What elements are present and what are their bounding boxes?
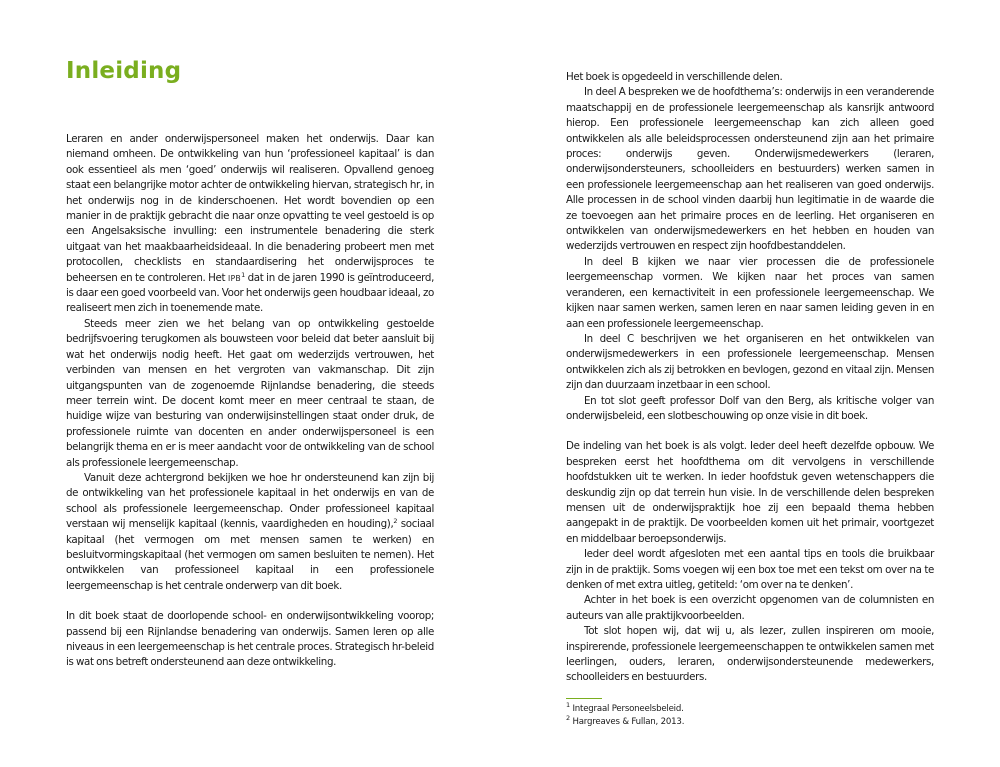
chapter-title: Inleiding: [66, 58, 182, 84]
paragraph: In deel B kijken we naar vier processen die de professionele leergemeenschap vormen. We kijken naar het proces van samen veranderen, een kernactiviteit in een professionele leergemeenschap. We kijken naar samen werken, samen leren en naar samen leiding geven in en aan een professionele leergemeenschap.: [566, 255, 934, 330]
paragraph-text: Leraren en ander onderwijspersoneel maken het onderwijs. Daar kan niemand omheen. De ontwikkeling van hun ‘professioneel kapitaal’ is dan ook essentieel als men ‘goed’ onderwijs wil realiseren. Opvallend genoeg staat een belangrijke motor achter de ontwikkeling hiervan, strategisch hr, in het onderwijs nog in de kinderschoenen. Het wordt bovendien op een manier in de praktijk gebracht die naar onze opvatting te veel gestoeld is op een Angelsaksische invulling: een instrumentele benadering die sterk uitgaat van het maakbaarheidsideaal. In die benadering probeert men met protocollen, checklists en standaardisering het onderwijsproces te beheersen en te controleren. Het: [66, 133, 434, 284]
paragraph-text: dat in de jaren 1990 is geïntroduceerd, is daar een goed voorbeeld van. Voor het onderwijs geen houdbaar ideaal, zo realiseert men zich in toenemende mate.: [66, 271, 434, 315]
footnote-2: [566, 713, 934, 729]
abbreviation: IPB: [227, 273, 242, 283]
footnote-number: 1: [566, 700, 570, 709]
paragraph-text: Vanuit deze achtergrond bekijken we hoe hr ondersteunend kan zijn bij de ontwikkeling van het professionele kapitaal in het onderwijs en van de school als professionele leergemeenschap. Onder professioneel kapitaal verstaan wij menselijk kapitaal (kennis, vaardigheden en houding),: [66, 471, 434, 531]
paragraph: Tot slot hopen wij, dat wij u, als lezer, zullen inspireren om mooie, inspirerende, professionele leergemeenschappen te ontwikkelen samen met leerlingen, ouders, leraren, onderwijsondersteunende medewerkers, schoolleiders en bestuurders.: [566, 625, 934, 684]
footnote-text: Integraal Personeelsbeleid.: [569, 703, 684, 714]
paragraph: [66, 471, 434, 594]
paragraph: Het boek is opgedeeld in verschillende delen.: [566, 71, 783, 83]
paragraph: De indeling van het boek is als volgt. Ieder deel heeft dezelfde opbouw. We bespreken eerst het hoofdthema om dit vervolgens in verschillende hoofdstukken uit te werken. In ieder hoofdstuk geven wetenschappers die deskundig zijn op dat terrein hun visie. In de verschillende delen bespreken mensen uit de onderwijspraktijk hoe zij een bepaald thema hebben aangepakt in de praktijk. De voorbeelden komen uit het primair, voortgezet en middelbaar beroepsonderwijs.: [566, 440, 934, 545]
paragraph: [66, 132, 434, 317]
footnote-divider: [566, 698, 602, 699]
paragraph: In dit boek staat de doorlopende school- en onderwijsontwikkeling voorop; passend bij een Rijnlandse benadering van onderwijs. Samen leren op alle niveaus in een leergemeenschap is het centrale proces. Strategisch hr-beleid is wat ons betreft ondersteunend aan deze ontwikkeling.: [66, 610, 434, 669]
paragraph: In deel A bespreken we de hoofdthema’s: onderwijs in een veranderende maatschappij en de professionele leergemeenschap als kansrijk antwoord hierop. Een professionele leergemeenschap kan zich alleen goed ontwikkelen als alle beleidsprocessen ondersteunend zijn aan het primaire proces: onderwijs geven. Onderwijsmedewerkers (leraren, onderwijsondersteuners, schoolleiders en bestuurders) werken samen in een professionele leergemeenschap aan het realiseren van goed onderwijs. Alle processen in de school vinden daarbij hun legitimatie in de waarde die ze toevoegen aan het primaire proces en de leerling. Het organiseren en ontwikkelen van onderwijsmedewerkers en het hebben en houden van wederzijds vertrouwen en respect zijn hoofdbestanddelen.: [566, 86, 934, 253]
section-gap: [566, 424, 934, 439]
paragraph: Steeds meer zien we het belang van op ontwikkeling gestoelde bedrijfsvoering terugkomen als bouwsteen voor beleid dat beter aansluit bij wat het onderwijs nodig heeft. Het gaat om wederzijds vertrouwen, het verbinden van mensen en het vergroten van vakmanschap. Dit zijn uitgangspunten van de zogenoemde Rijnlandse benadering, die steeds meer terrein wint. De docent komt meer en meer centraal te staan, de huidige wijze van besturing van onderwijsinstellingen staat onder druk, de professionele ruimte van docenten en ander onderwijspersoneel is een belangrijk thema en er is meer aandacht voor de ontwikkeling van de school als professionele leergemeenschap.: [66, 317, 434, 469]
paragraph: Achter in het boek is een overzicht opgenomen van de columnisten en auteurs van alle praktijkvoorbeelden.: [566, 594, 934, 622]
footnote-ref[interactable]: 2: [393, 517, 398, 526]
left-page: [66, 58, 434, 669]
footnote-1: [566, 700, 934, 716]
section-gap: [66, 594, 434, 609]
footnote-number: 2: [566, 713, 570, 722]
left-body: [66, 132, 434, 671]
paragraph: En tot slot geeft professor Dolf van den Berg, als kritische volger van onderwijsbeleid, een slotbeschouwing op onze visie in dit boek.: [566, 394, 934, 422]
paragraph-text: sociaal kapitaal (het vermogen om met mensen samen te werken) en besluitvormingskapitaal (het vermogen om samen besluiten te nemen). Het ontwikkelen van professioneel kapitaal in een professionele leergemeenschap is het centrale onderwerp van dit boek.: [66, 518, 434, 592]
footnote-text: Hargreaves & Fullan, 2013.: [569, 716, 685, 727]
paragraph: Ieder deel wordt afgesloten met een aantal tips en tools die bruikbaar zijn in de praktijk. Soms voegen wij een box toe met een tekst om over na te denken of met extra uitleg, getiteld: ‘om over na te denken’.: [566, 548, 934, 591]
paragraph: In deel C beschrijven we het organiseren en het ontwikkelen van onderwijsmedewerkers in een professionele leergemeenschap. Mensen ontwikkelen zich als zij betrokken en bevlogen, gezond en vitaal zijn. Mensen zijn dan duurzaam inzetbaar in een school.: [566, 332, 934, 392]
footnote-ref[interactable]: 1: [241, 270, 245, 279]
right-page: [566, 70, 934, 729]
